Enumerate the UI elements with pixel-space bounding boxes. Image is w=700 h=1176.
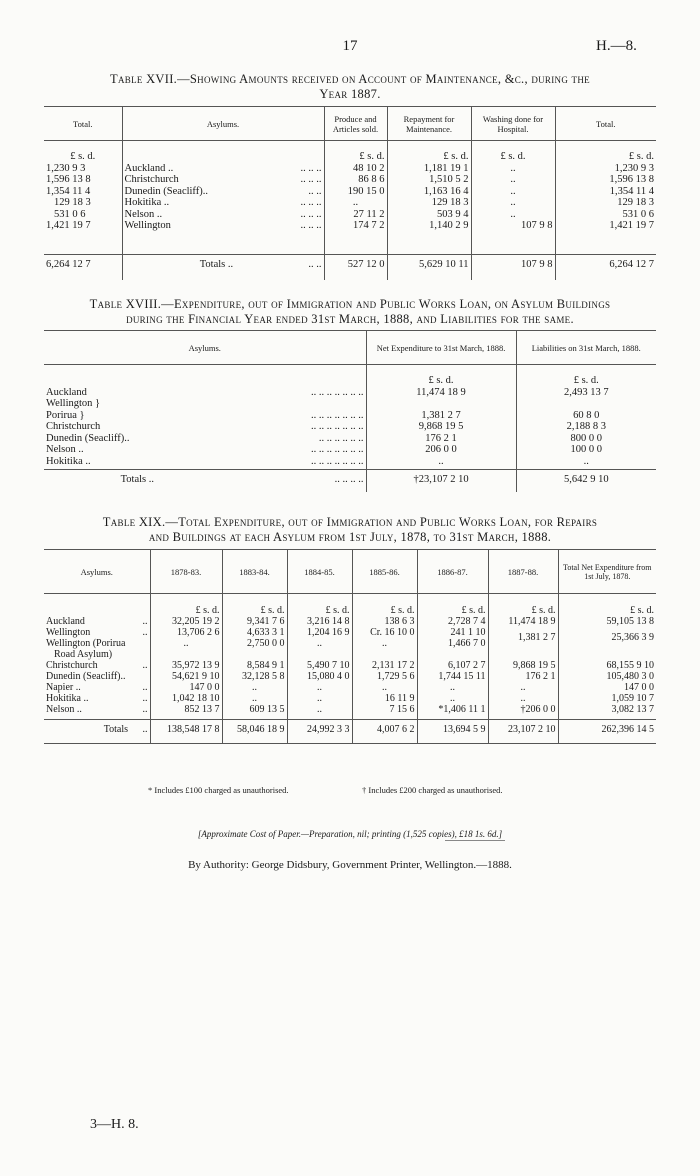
leader-dots: .. (134, 720, 150, 744)
row-total2: 531 0 6 (622, 208, 654, 220)
totals-y3: 24,992 3 3 (287, 720, 352, 744)
units: £ s. d. (573, 375, 599, 386)
leader-dots: .. (134, 660, 150, 671)
leader-dots: .. .. .. .. .. .. (156, 433, 366, 445)
table18 (44, 330, 656, 492)
row-net: 176 2 1 (366, 433, 516, 445)
row-asylum: Road Asylum) (54, 648, 113, 660)
row-y1: 32,205 19 2 (150, 616, 222, 627)
row-total2: 1,230 9 3 (614, 162, 654, 174)
cost-note: [Approximate Cost of Paper.—Preparation, nil; printing (1,525 copies), £18 1s. 6d.] (197, 829, 503, 839)
row-total2: 1,596 13 8 (609, 174, 654, 185)
table18-header-net: Net Expenditure to 31st March, 1888. (366, 331, 516, 365)
row-y4: 138 6 3 (352, 616, 417, 627)
row-y5: .. (417, 693, 488, 704)
asylum-name: Hokitika .. (124, 197, 170, 208)
units: £ s. d. (44, 141, 122, 163)
table19-title-line1: Table XIX.—Total Expenditure, out of Immigration and Public Works Loan, for Repairs (102, 515, 598, 529)
row-y1: 54,621 9 10 (150, 671, 222, 682)
units: £ s. d. (488, 594, 558, 616)
row-y3: .. (287, 638, 352, 649)
row-total: 68,155 9 10 (606, 659, 655, 671)
row-net: 11,474 18 9 (366, 387, 516, 399)
table18-title-line1: Table XVIII.—Expenditure, out of Immigration and Public Works Loan, on Asylum Buildings (89, 297, 611, 311)
table-row (44, 398, 656, 410)
divider (445, 840, 505, 841)
row-total: 1,421 19 7 (44, 220, 122, 254)
footer-code: 3—H. 8. (90, 1117, 139, 1132)
row-y1: 35,972 13 9 (150, 660, 222, 671)
row-y2: 9,341 7 6 (222, 616, 287, 627)
table17-title-line2: Year 1887. (319, 87, 381, 101)
table-row (44, 660, 656, 671)
row-net: 1,381 2 7 (366, 410, 516, 422)
totals-liabilities: 5,642 9 10 (563, 474, 609, 485)
row-total2: 129 18 3 (617, 197, 654, 208)
row-asylum: Hokitika .. (46, 692, 89, 704)
units: £ s. d. (287, 594, 352, 616)
table-row (44, 616, 656, 627)
row-y2: .. (222, 682, 287, 693)
row-liabilities (516, 398, 656, 410)
units: £ s. d. (628, 151, 654, 162)
row-asylum: Nelson .. (46, 703, 82, 715)
asylum-name: Dunedin (Seacliff).. (124, 185, 208, 197)
table18-header-liabilities: Liabilities on 31st March, 1888. (531, 342, 641, 353)
row-net: .. (366, 456, 516, 470)
table17 (44, 106, 656, 280)
blank-cell (488, 649, 558, 660)
row-total: 25,366 3 9 (611, 632, 655, 643)
row-y2: 32,128 5 8 (222, 671, 287, 682)
row-repayment: 1,163 16 4 (387, 186, 471, 198)
blank-cell (122, 141, 324, 163)
row-y1: .. (150, 638, 222, 649)
leader-dots: .. .. .. (300, 220, 322, 231)
row-repayment: 1,181 19 1 (387, 163, 471, 175)
row-total: 1,230 9 3 (44, 163, 122, 175)
table19-header-total: Total Net Expenditure from 1st July, 1878. (563, 562, 652, 581)
units: £ s. d. (150, 594, 222, 616)
row-asylum: Hokitika .. (46, 455, 91, 467)
row-asylum: Auckland (46, 386, 87, 398)
row-net (366, 398, 516, 410)
row-asylum (122, 197, 324, 209)
units: £ s. d. (352, 594, 417, 616)
table18-header-row (44, 331, 656, 365)
table-row (44, 671, 656, 682)
row-y3: 5,490 7 10 (287, 660, 352, 671)
blank-cell (44, 365, 366, 387)
asylum-name: Wellington (124, 220, 171, 231)
row-y4: 7 15 6 (352, 704, 417, 720)
page-code: H.—8. (596, 38, 637, 54)
table19-title-line2: and Buildings at each Asylum from 1st July, 1878, to 31st March, 1888. (148, 530, 552, 544)
row-y4: .. (352, 682, 417, 693)
leader-dots: .. .. .. .. (156, 470, 366, 492)
row-total2: 1,354 11 4 (609, 185, 654, 197)
row-asylum: Wellington } (46, 398, 101, 409)
row-y5: 241 1 10 (417, 627, 488, 638)
table-row (44, 444, 656, 456)
blank-cell (352, 649, 417, 660)
table19-totals-row (44, 720, 656, 744)
table-row (44, 649, 656, 660)
table17-header-produce: Produce and Articles sold. (324, 107, 387, 141)
totals-washing: 107 9 8 (471, 254, 555, 280)
table-row (44, 421, 656, 433)
totals-y5: 13,694 5 9 (417, 720, 488, 744)
table-row (44, 410, 656, 422)
row-total: 147 0 0 (624, 681, 655, 693)
table-row (44, 197, 656, 209)
units: £ s. d. (324, 141, 387, 163)
leader-dots: .. (134, 627, 150, 638)
totals-y1: 138,548 17 8 (150, 720, 222, 744)
row-repayment: 503 9 4 (387, 209, 471, 221)
table-row (44, 209, 656, 221)
row-y2: 609 13 5 (222, 704, 287, 720)
row-y5: 1,466 7 0 (417, 638, 488, 649)
row-y5: *1,406 11 1 (417, 704, 488, 720)
totals-label: Totals .. (120, 474, 154, 485)
leader-dots: .. .. .. (300, 208, 322, 220)
totals-total2: 6,264 12 7 (609, 258, 654, 270)
table-row (44, 433, 656, 445)
table17-title-line1: Table XVII.—Showing Amounts received on Account of Maintenance, &c., during the (110, 72, 590, 86)
blank-cell (150, 649, 222, 660)
row-washing: 107 9 8 (471, 220, 555, 254)
row-washing: .. (471, 197, 555, 209)
asylum-name: Auckland .. (124, 162, 174, 174)
row-y3: 1,204 16 9 (287, 627, 352, 638)
row-net: 206 0 0 (366, 444, 516, 456)
row-total: 1,596 13 8 (44, 174, 122, 186)
row-y3: .. (287, 693, 352, 704)
leader-dots: .. .. (308, 258, 322, 270)
row-y4: 1,729 5 6 (352, 671, 417, 682)
leader-dots (156, 398, 366, 410)
row-asylum: Nelson .. (46, 444, 84, 455)
leader-dots (134, 649, 150, 660)
table17-header-washing: Washing done for Hospital. (471, 107, 555, 141)
row-asylum (122, 209, 324, 221)
row-y6: 1,381 2 7 (488, 627, 558, 649)
row-asylum (122, 163, 324, 175)
row-asylum (122, 186, 324, 198)
table17-header-asylums: Asylums. (122, 107, 324, 141)
row-produce: 86 8 6 (324, 174, 387, 186)
row-asylum: Dunedin (Seacliff).. (44, 671, 150, 682)
table-row (44, 693, 656, 704)
table19-header-y3: 1884-85. (287, 550, 352, 594)
asylum-name: Nelson .. (124, 208, 163, 220)
row-y6: .. (488, 682, 558, 693)
row-y3: .. (287, 682, 352, 693)
row-repayment: 129 18 3 (387, 197, 471, 209)
row-total: 1,059 10 7 (611, 692, 655, 704)
row-asylum: Dunedin (Seacliff).. (46, 432, 130, 444)
units: £ s. d. (417, 594, 488, 616)
row-washing: .. (471, 209, 555, 221)
blank-cell (558, 649, 656, 660)
row-liabilities: 2,493 13 7 (563, 386, 609, 398)
row-y4: Cr. 16 10 0 (352, 627, 417, 638)
table17-title (40, 72, 660, 102)
row-liabilities: 800 0 0 (570, 432, 603, 444)
leader-dots: .. .. .. (300, 162, 322, 174)
row-asylum: Porirua } (46, 409, 85, 421)
row-y5: 6,107 2 7 (417, 660, 488, 671)
row-asylum: Auckland (46, 615, 85, 627)
row-y4: 16 11 9 (352, 693, 417, 704)
row-produce: 190 15 0 (324, 186, 387, 198)
row-total: 105,480 3 0 (606, 670, 655, 682)
asylum-name: Christchurch (124, 174, 179, 185)
leader-dots: .. (134, 616, 150, 627)
table18-totals-row (44, 470, 656, 492)
totals-label: Totals (103, 724, 128, 735)
table-row (44, 186, 656, 198)
leader-dots: .. .. .. (300, 174, 322, 185)
totals-repayment: 5,629 10 11 (387, 254, 471, 280)
row-total: 531 0 6 (44, 209, 122, 221)
row-y5: 2,728 7 4 (417, 616, 488, 627)
row-total: 3,082 13 7 (611, 703, 655, 715)
table-row (44, 682, 656, 693)
leader-dots: .. .. .. .. .. .. .. (156, 410, 366, 422)
row-liabilities: 60 8 0 (573, 409, 600, 421)
table-row (44, 174, 656, 186)
row-y4: .. (352, 638, 417, 649)
row-liabilities: 2,188 8 3 (566, 421, 606, 432)
table18-title (40, 297, 660, 327)
table17-units-row (44, 141, 656, 163)
row-produce: .. (324, 197, 387, 209)
leader-dots: .. .. (308, 185, 322, 197)
blank-cell (44, 594, 150, 616)
table18-title-line2: during the Financial Year ended 31st March, 1888, and Liabilities for the same. (126, 312, 574, 326)
row-y1: 852 13 7 (150, 704, 222, 720)
row-y1: 1,042 18 10 (150, 693, 222, 704)
units: £ s. d. (387, 141, 471, 163)
row-y3: 3,216 14 8 (287, 616, 352, 627)
row-produce: 174 7 2 (324, 220, 387, 254)
totals-produce: 527 12 0 (324, 254, 387, 280)
row-washing: .. (471, 174, 555, 186)
leader-dots: .. (134, 693, 150, 704)
row-y6: .. (488, 693, 558, 704)
row-repayment: 1,510 5 2 (387, 174, 471, 186)
table-row (44, 704, 656, 720)
table19-header-y5: 1886-87. (417, 550, 488, 594)
authority-line: By Authority: George Didsbury, Government Printer, Wellington.—1888. (188, 859, 512, 871)
leader-dots: .. .. .. (300, 197, 322, 208)
row-total: 1,354 11 4 (44, 186, 122, 198)
footnote-1: * Includes £100 charged as unauthorised. (148, 785, 289, 795)
row-y2: .. (222, 693, 287, 704)
table19-title (40, 515, 660, 545)
table19-units-row (44, 594, 656, 616)
row-repayment: 1,140 2 9 (387, 220, 471, 254)
table-row (44, 456, 656, 470)
units: £ s. d. (630, 604, 655, 616)
table17-header-repayment: Repayment for Maintenance. (387, 107, 471, 141)
row-asylum (122, 220, 324, 254)
row-y2: 8,584 9 1 (222, 660, 287, 671)
units: £ s. d. (222, 594, 287, 616)
row-liabilities: .. (583, 455, 589, 467)
row-washing: .. (471, 163, 555, 175)
row-asylum: Christchurch (46, 659, 98, 671)
row-liabilities: 100 0 0 (570, 444, 603, 455)
units: £ s. d. (471, 141, 555, 163)
row-produce: 27 11 2 (324, 209, 387, 221)
leader-dots: .. (134, 704, 150, 720)
leader-dots: .. .. .. .. .. .. .. (156, 421, 366, 433)
leader-dots: .. .. .. .. .. .. .. (156, 387, 366, 399)
leader-dots: .. (134, 682, 150, 693)
table18-units-row (44, 365, 656, 387)
leader-dots: .. .. .. .. .. .. .. (156, 444, 366, 456)
row-total: 59,105 13 8 (606, 615, 655, 627)
totals-net: †23,107 2 10 (366, 470, 516, 492)
table-row (44, 220, 656, 254)
row-total2: 1,421 19 7 (609, 220, 654, 231)
row-y5: .. (417, 682, 488, 693)
row-y1: 147 0 0 (150, 682, 222, 693)
totals-total: 262,396 14 5 (601, 724, 655, 735)
table19-header-y4: 1885-86. (352, 550, 417, 594)
row-y3: 15,080 4 0 (287, 671, 352, 682)
totals-label (122, 254, 324, 280)
table18-header-asylums: Asylums. (44, 331, 366, 365)
row-y5: 1,744 15 11 (417, 671, 488, 682)
row-y2: 4,633 3 1 (222, 627, 287, 638)
row-y6: 9,868 19 5 (488, 660, 558, 671)
table19-header-y6: 1887-88. (488, 550, 558, 594)
totals-y2: 58,046 18 9 (222, 720, 287, 744)
footnote-2: † Includes £200 charged as unauthorised. (362, 785, 503, 795)
blank-cell (287, 649, 352, 660)
blank-cell (222, 649, 287, 660)
row-produce: 48 10 2 (324, 163, 387, 175)
row-y6: 176 2 1 (488, 671, 558, 682)
totals-y6: 23,107 2 10 (488, 720, 558, 744)
row-asylum: Wellington (46, 626, 91, 638)
table19-header-row (44, 550, 656, 594)
table-row (44, 387, 656, 399)
blank-cell (417, 649, 488, 660)
table-row (44, 627, 656, 638)
row-y6: †206 0 0 (488, 704, 558, 720)
row-y2: 2,750 0 0 (222, 638, 287, 649)
row-asylum: Napier .. (46, 681, 81, 693)
table19 (44, 549, 656, 744)
table19-header-y2: 1883-84. (222, 550, 287, 594)
page-number: 17 (342, 38, 358, 54)
row-y4: 2,131 17 2 (352, 660, 417, 671)
table19-header-asylums: Asylums. (44, 550, 150, 594)
table17-header-total2: Total. (596, 118, 616, 129)
row-total: 129 18 3 (44, 197, 122, 209)
table17-header-total: Total. (44, 107, 122, 141)
table19-header-y1: 1878-83. (150, 550, 222, 594)
row-net: 9,868 19 5 (366, 421, 516, 433)
totals-y4: 4,007 6 2 (352, 720, 417, 744)
row-asylum: Wellington (Porirua (44, 638, 150, 649)
table-row (44, 163, 656, 175)
row-washing: .. (471, 186, 555, 198)
leader-dots: .. .. .. .. .. .. .. (156, 456, 366, 470)
row-asylum (122, 174, 324, 186)
totals-label-text: Totals .. (199, 258, 234, 270)
row-y1: 13,706 2 6 (150, 627, 222, 638)
units: £ s. d. (366, 365, 516, 387)
table17-header-row (44, 107, 656, 141)
row-y3: .. (287, 704, 352, 720)
totals-total: 6,264 12 7 (44, 254, 122, 280)
row-y6: 11,474 18 9 (488, 616, 558, 627)
row-asylum: Christchurch (46, 421, 101, 432)
table17-totals-row (44, 254, 656, 280)
